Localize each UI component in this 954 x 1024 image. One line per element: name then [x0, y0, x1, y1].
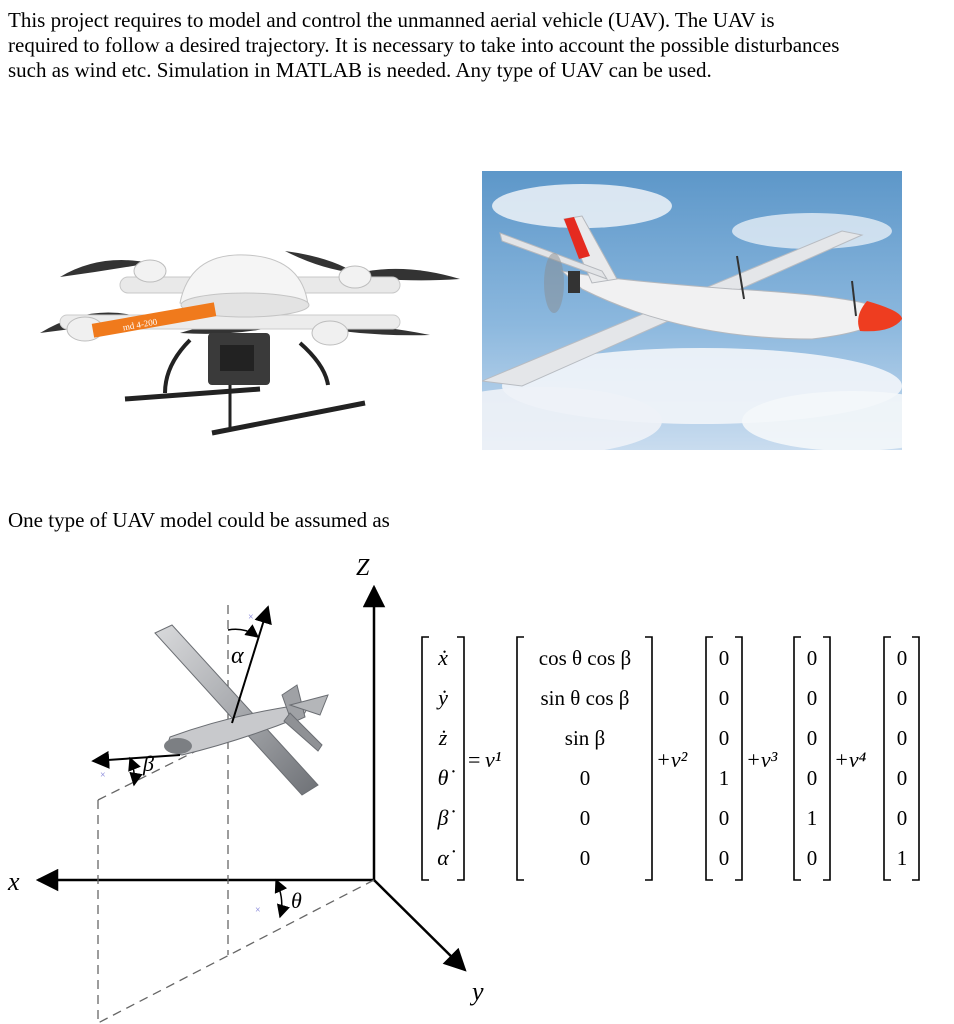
col2-row1: 0 [718, 646, 730, 670]
col4-row5: 0 [896, 806, 908, 830]
quadcopter-illustration [30, 225, 470, 445]
col4-row1: 0 [896, 646, 908, 670]
theta-label: θ [291, 888, 302, 913]
intro-paragraph [8, 8, 948, 83]
alpha-label: α [231, 643, 244, 669]
input-v1: v¹ [485, 747, 502, 772]
state-z-dot: ż [438, 725, 448, 750]
fixed-wing-uav-illustration [482, 171, 902, 450]
col3-bracket-left [794, 637, 801, 880]
state-theta-dot: θ̇ [437, 765, 449, 790]
col2-bracket-right [735, 637, 742, 880]
col4-row3: 0 [896, 726, 908, 750]
col4-row4: 0 [896, 766, 908, 790]
drone-label: md 4-200 [121, 316, 158, 333]
intro-line-1: This project requires to model and control the unmanned aerial vehicle (UAV). The UAV is [8, 8, 775, 32]
col1-row4: 0 [579, 766, 591, 790]
col1-bracket-left [517, 637, 524, 880]
col1-row3: sin β [564, 726, 606, 750]
state-bracket-left [422, 637, 429, 880]
x-axis-label: x [8, 867, 20, 896]
col4-bracket-right [912, 637, 919, 880]
state-x-dot: ẋ [438, 645, 448, 670]
col2-row2: 0 [718, 686, 730, 710]
col4-bracket-left [884, 637, 891, 880]
col1-bracket-right [645, 637, 652, 880]
intro-line-2: required to follow a desired trajectory. It is necessary to take into account the possible disturbances [8, 33, 840, 57]
y-axis-label: y [472, 977, 484, 1006]
marker-2: × [100, 770, 106, 781]
col2-row3: 0 [718, 726, 730, 750]
state-beta-dot: β̇ [437, 805, 449, 830]
marker-3: × [255, 905, 261, 916]
input-v3: +v³ [746, 747, 778, 772]
marker-1: × [248, 612, 254, 623]
state-bracket-right [457, 637, 464, 880]
col3-row2: 0 [806, 686, 818, 710]
col1-row2: sin θ cos β [540, 686, 630, 710]
col3-bracket-right [823, 637, 830, 880]
col3-row3: 0 [806, 726, 818, 750]
col1-row1: cos θ cos β [538, 646, 632, 670]
state-alpha-dot: α̇ [437, 845, 449, 870]
col4-row6: 1 [896, 846, 908, 870]
col2-row5: 0 [718, 806, 730, 830]
quadcopter-image [30, 225, 470, 445]
col3-row4: 0 [806, 766, 818, 790]
beta-label: β [143, 751, 154, 776]
input-v2: +v² [656, 747, 688, 772]
col3-row5: 1 [806, 806, 818, 830]
intro-line-3: such as wind etc. Simulation in MATLAB is needed. Any type of UAV can be used. [8, 58, 712, 82]
col3-row1: 0 [806, 646, 818, 670]
col1-row6: 0 [579, 846, 591, 870]
col1-row5: 0 [579, 806, 591, 830]
col2-row4: 1 [718, 766, 730, 790]
model-caption: One type of UAV model could be assumed as [8, 508, 390, 532]
col2-bracket-left [706, 637, 713, 880]
input-v4: +v⁴ [834, 747, 867, 772]
fixed-wing-uav-image [482, 171, 902, 450]
state-y-dot: ẏ [438, 685, 448, 710]
col2-row6: 0 [718, 846, 730, 870]
state-equation [0, 545, 954, 1024]
z-axis-label: Z [356, 555, 370, 581]
equals-sign: = [468, 747, 481, 772]
col3-row6: 0 [806, 846, 818, 870]
col4-row2: 0 [896, 686, 908, 710]
